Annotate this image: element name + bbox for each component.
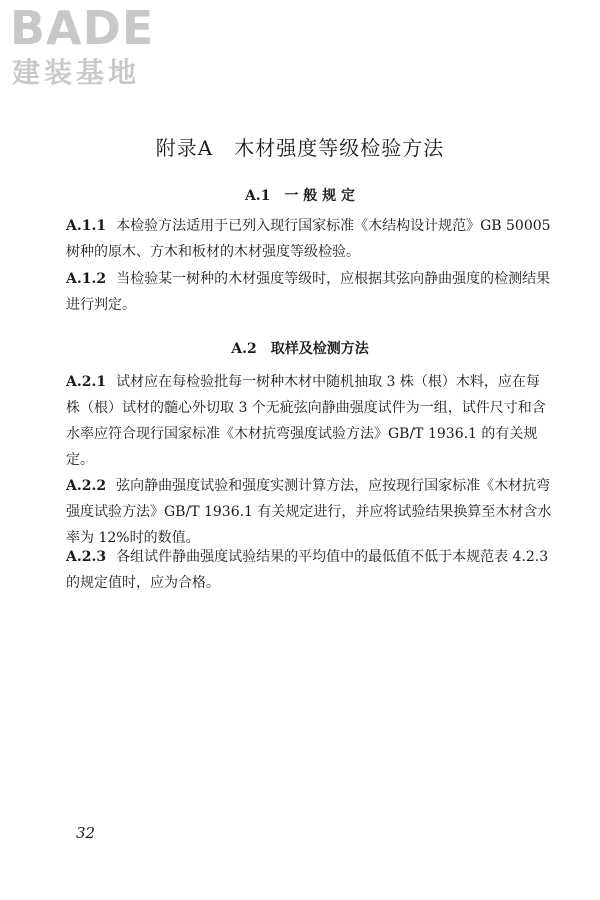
- clause-number: A.2.3: [66, 549, 107, 565]
- clause-number: A.2.1: [66, 374, 107, 390]
- clause-a-2-2: [66, 473, 552, 551]
- watermark-subtitle: 建装基地: [12, 56, 141, 89]
- watermark-logo: [8, 2, 178, 92]
- clause-text: 弦向静曲强度试验和强度实测计算方法，应按现行国家标准《木材抗弯强度试验方法》GB/T 1936.1 有关规定进行，并应将试验结果换算至木材含水率为 12%时的数值。: [66, 478, 552, 546]
- clause-number: A.1.1: [66, 218, 107, 234]
- clause-number: A.2.2: [66, 478, 107, 494]
- clause-number: A.1.2: [66, 271, 107, 287]
- page-number: 32: [76, 824, 96, 842]
- section-heading-a2: A.2 取样及检测方法: [231, 341, 369, 357]
- clause-text: 各组试件静曲强度试验结果的平均值中的最低值不低于本规范表 4.2.3 的规定值时，应为合格。: [66, 549, 549, 591]
- appendix-title: 附录A 木材强度等级检验方法: [155, 136, 445, 160]
- clause-text: 当检验某一树种的木材强度等级时，应根据其弦向静曲强度的检测结果进行判定。: [66, 271, 551, 313]
- clause-text: 本检验方法适用于已列入现行国家标准《木结构设计规范》GB 50005 树种的原木、方木和板材的木材强度等级检验。: [66, 218, 551, 260]
- watermark-brand: BADE: [10, 1, 155, 55]
- section-heading-a1: A.1 一 般 规 定: [244, 188, 356, 204]
- clause-a-2-3: [66, 544, 552, 596]
- clause-text: 试材应在每检验批每一树种木材中随机抽取 3 株（根）木料，应在每株（根）试材的髓心外切取 3 个无疵弦向静曲强度试件为一组，试件尺寸和含水率应符合现行国家标准《木材抗弯强度试验方法》GB/T 1936.1 的有关规定。: [66, 374, 546, 468]
- clause-a-1-2: [66, 266, 552, 318]
- clause-a-2-1: [66, 369, 552, 473]
- clause-a-1-1: [66, 213, 552, 265]
